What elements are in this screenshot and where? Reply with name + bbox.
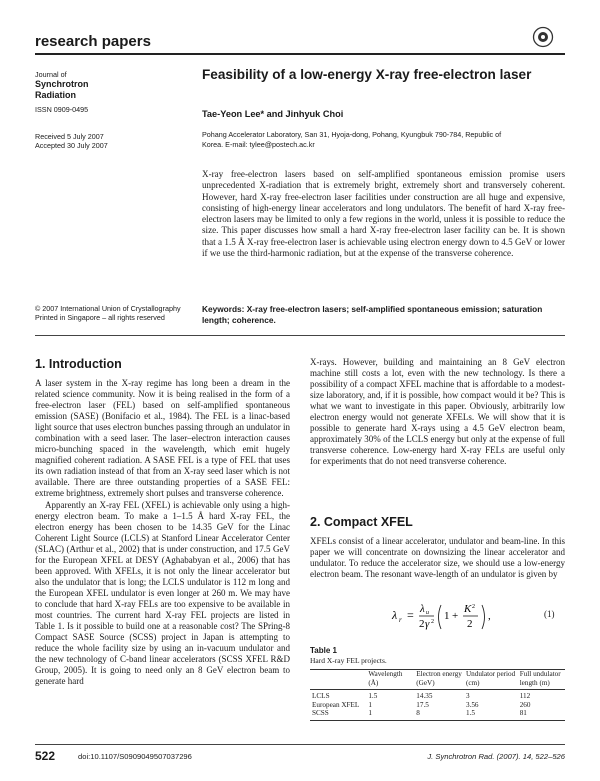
iucr-logo-icon xyxy=(532,26,554,48)
equation-1 xyxy=(390,600,510,628)
doi: doi:10.1107/S0909049507037296 xyxy=(78,752,192,761)
keywords xyxy=(202,304,565,325)
dates xyxy=(35,132,185,150)
table-header-cell: Undulator period (cm) xyxy=(465,670,516,687)
table-cell: 3 xyxy=(465,692,470,701)
table-header-cell: Full undulator length (m) xyxy=(519,670,561,687)
copyright-line2: Printed in Singapore – all rights reserved xyxy=(35,313,165,322)
compact-section xyxy=(310,515,565,580)
table-row xyxy=(310,701,565,710)
left-column xyxy=(35,357,290,687)
page-number: 522 xyxy=(35,749,56,763)
svg-text:1: 1 xyxy=(444,610,450,622)
compact-heading: 2. Compact XFEL xyxy=(310,515,413,529)
journal-prefix: Journal of xyxy=(35,70,67,79)
section-label: research papers xyxy=(35,33,151,50)
table-cell: European XFEL xyxy=(312,700,360,709)
intro-heading: 1. Introduction xyxy=(35,357,122,371)
table-cell: 8 xyxy=(416,709,420,718)
svg-text:+: + xyxy=(452,610,459,622)
svg-text:λ: λ xyxy=(392,608,398,622)
table-header-row xyxy=(310,670,565,689)
header-rule xyxy=(35,53,565,55)
journal-logo xyxy=(532,26,554,48)
issn: ISSN 0909-0495 xyxy=(35,105,89,114)
table-header-cell: Electron energy (GeV) xyxy=(416,670,462,687)
table-cell: 260 xyxy=(519,700,531,709)
table-cell: LCLS xyxy=(312,692,330,701)
table-row xyxy=(310,709,565,718)
svg-text:u: u xyxy=(426,610,429,616)
table-cell: 14.35 xyxy=(416,692,433,701)
abstract-rule xyxy=(35,335,565,336)
authors: Tae-Yeon Lee* and Jinhyuk Choi xyxy=(202,109,344,119)
table-header-cell xyxy=(310,670,366,689)
svg-text:=: = xyxy=(407,608,414,622)
svg-text:2: 2 xyxy=(431,619,434,625)
table-header-cell: Wavelength (Å) xyxy=(368,670,403,687)
copyright xyxy=(35,304,205,322)
equation-number: (1) xyxy=(544,609,555,619)
abstract-text: X-ray free-electron lasers based on self-amplified spontaneous emission promise users unprecedented X-radiation that is extremely bright, extremely short and transversely coherent. However, hard X-ray free-electron laser facilities under construction are all huge and expensive, consisting of high-energy linear accelerators and long undulators. The benefit of hard X-ray free-electron lasers may be limited to only a few regions in the world, unless it is possible to reduce the size. This paper discusses how small a hard X-ray free-electron laser facility can be. It is shown that a 1.5 Å X-ray free-electron laser is achievable using electron energy down to 4.5 GeV or lower if we use the third-harmonic radiation, but at the expense of the transverse coherence. xyxy=(202,169,565,258)
intro-paragraph-1: A laser system in the X-ray regime has long been a dream in the related science community. Now it is being realised in the form of a free-electron laser (FEL) based on self-amplified spontaneous emission (SASE) (Bonifacio et al., 1984). The FEL is a linac-based light source that uses electron bunches passing through an undulator in combination with a seed laser. The laser–electron interaction causes micro-bunching spaced in the wavelength, which emit hugely magnified coherent radiation. A SASE FEL is a type of FEL that uses its own radiation instead of that from an X-ray seed laser which is not available. There are three outstanding properties of a SASE FEL: extreme brightness, extremely short pulses and transverse coherence. xyxy=(35,378,290,499)
journal-name-line1: Synchrotron xyxy=(35,79,89,89)
table-cell: 81 xyxy=(519,709,527,718)
table-caption: Hard X-ray FEL projects. xyxy=(310,656,387,665)
table-cell: 1 xyxy=(368,709,372,718)
svg-text:γ: γ xyxy=(425,618,430,630)
accepted-date: Accepted 30 July 2007 xyxy=(35,141,108,150)
svg-text:,: , xyxy=(488,610,491,622)
table-bottom-rule xyxy=(310,720,565,721)
table-label: Table 1 xyxy=(310,646,337,655)
intro-paragraph-2: Apparently an X-ray FEL (XFEL) is achievable only using a high-energy electron beam. To make a 1–1.5 Å hard X-ray FEL, the electron energy has been chosen to be 14.35 GeV for the Linac Coherent Light Source (LCLS) at Stanford Linear Accelerator Center (SLAC) (Arthur et al., 2002) that is under construction, and 17.5 GeV for the European XFEL at DESY (Aghababyan et al., 2006) that has been approved. With XFELs, it is not only the linear accelerator but also the undulator that is long; the LCLS undulator is 112 m long and the European XFEL undulator is even longer at 260 m. We may have to conclude that hard X-ray FELs are too expensive to be available in most countries. The current hard X-ray FEL projects are listed in Table 1. Is it possible to build one at a reasonable cost? The SPring-8 Compact SASE Source (SCSS) project in Japan is attempting to reduce the whole facility size by using an in-vacuum undulator and the new technology of C-band linear accelerators (SCSS XFEL R&D Group, 2005). It is going to need only an 8 GeV electron beam to generate hard xyxy=(35,499,290,687)
svg-text:2: 2 xyxy=(472,604,475,610)
journal-info xyxy=(35,70,185,114)
table-row xyxy=(310,690,565,701)
svg-text:K: K xyxy=(464,603,472,615)
table-cell: 1.5 xyxy=(368,692,378,701)
article-title: Feasibility of a low-energy X-ray free-electron laser xyxy=(202,67,532,82)
resonance-equation-icon xyxy=(390,600,510,630)
journal-citation: J. Synchrotron Rad. (2007). 14, 522–526 xyxy=(427,752,565,761)
keywords-text: X-ray free-electron lasers; self-amplified spontaneous emission; saturation length; coherence. xyxy=(202,304,543,325)
table-cell: 1.5 xyxy=(465,709,475,718)
svg-text:r: r xyxy=(399,616,402,624)
abstract xyxy=(202,169,565,259)
received-date: Received 5 July 2007 xyxy=(35,132,104,141)
table-grid xyxy=(310,670,565,718)
affiliation-line1: Pohang Accelerator Laboratory, San 31, Hyoja-dong, Pohang, Kyungbuk 790-784, Republic of xyxy=(202,130,502,139)
table-cell: 112 xyxy=(519,692,531,701)
svg-text:2: 2 xyxy=(419,618,425,630)
intro-paragraph-3: X-rays. However, building and maintaining an 8 GeV electron machine still costs a lot, even with the new technology. Is there a possibility of a compact XFEL machine that is affordable to a modest-size laboratory, and, if it is possible, how compact would it be? This is what we want to investigate in this paper. Obviously, arbitrarily low electron energy would not generate XFELs. We will show that it is possible to generate hard X-rays using a 4.5 GeV electron beam, approximately 30% of the LCLS energy but only at the expense of full transverse coherence. Low-energy hard X-ray FELs are useful only for experiments that do not need transverse coherence. xyxy=(310,357,565,467)
keywords-label: Keywords: xyxy=(202,304,245,314)
svg-text:λ: λ xyxy=(420,603,425,615)
table-cell: 3.56 xyxy=(465,700,479,709)
table-1 xyxy=(310,646,565,721)
table-cell: SCSS xyxy=(312,709,329,718)
table-cell: 17.5 xyxy=(416,700,429,709)
affiliation xyxy=(202,130,572,150)
compact-paragraph-1: XFELs consist of a linear accelerator, undulator and beam-line. In this paper we will concentrate on downsizing the linear accelerator and undulator. To reduce the accelerator size, we should use a low-energy electron beam. The resonant wave-length of an undulator is given by xyxy=(310,536,565,580)
journal-name-line2: Radiation xyxy=(35,90,77,100)
copyright-line1: © 2007 International Union of Crystallography xyxy=(35,304,181,313)
footer-rule xyxy=(35,744,565,745)
svg-text:2: 2 xyxy=(467,618,473,630)
affiliation-line2: Korea. E-mail: tylee@postech.ac.kr xyxy=(202,140,315,149)
right-column xyxy=(310,357,565,467)
table-cell: 1 xyxy=(368,700,372,709)
